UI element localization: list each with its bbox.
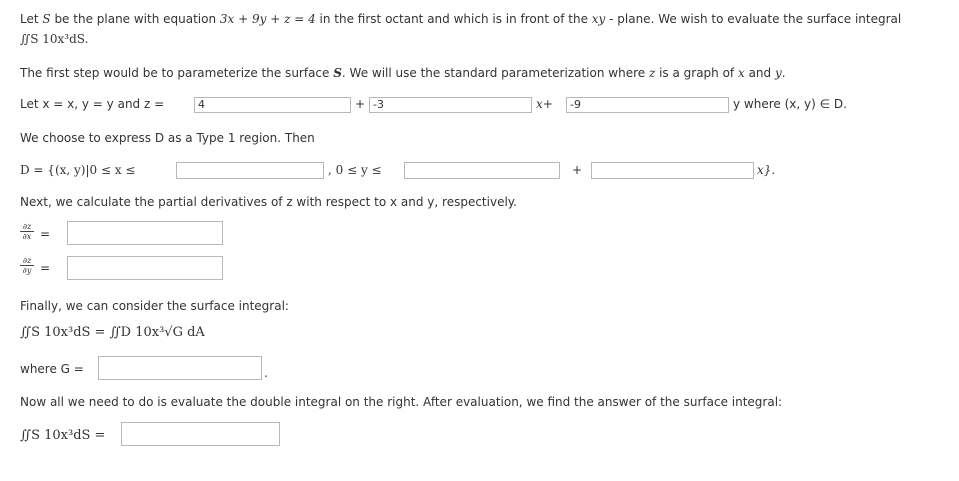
z-constant-input[interactable]: 4 bbox=[194, 97, 351, 113]
where-g-label: where G = bbox=[20, 362, 84, 376]
final-answer-input[interactable] bbox=[121, 422, 280, 446]
surface-integral-expression: ∬S 10x³dS. bbox=[20, 32, 89, 46]
step1-text: The first step would be to parameterize the surface S. We will use the standard parameterization where z is a graph of x and y. bbox=[20, 66, 786, 80]
y-where-label: y where (x, y) ∈ D. bbox=[733, 97, 847, 111]
dz-dx-equals: = bbox=[40, 227, 51, 241]
partials-text: Next, we calculate the partial derivatives of z with respect to x and y, respectively. bbox=[20, 195, 517, 209]
region-definition-suffix: x}. bbox=[757, 163, 776, 177]
g-input[interactable] bbox=[98, 356, 262, 380]
problem-statement: Let S be the plane with equation 3x + 9y + z = 4 in the first octant and which is in front of the xy - plane. We wish to evaluate the surface integral bbox=[20, 12, 902, 26]
plus-sign: + bbox=[355, 97, 366, 111]
region-text: We choose to express D as a Type 1 region. Then bbox=[20, 131, 315, 145]
dz-dx-fraction: $\frac{\partial z}{\partial x}$ bbox=[20, 222, 34, 241]
region-plus-sign: + bbox=[572, 163, 583, 177]
final-text: Now all we need to do is evaluate the double integral on the right. After evaluation, we find the answer of the surface integral: bbox=[20, 395, 783, 409]
y-upper-bound-coefficient-input[interactable] bbox=[591, 162, 754, 179]
dz-dy-fraction: $\frac{\partial z}{\partial y}$ bbox=[20, 256, 34, 275]
x-plus-label: x+ bbox=[536, 97, 553, 111]
x-upper-bound-input[interactable] bbox=[176, 162, 324, 179]
final-integral-formula: ∬S 10x³dS = bbox=[20, 428, 106, 443]
region-definition-mid: , 0 ≤ y ≤ bbox=[328, 163, 382, 177]
x-coefficient-input[interactable]: -3 bbox=[369, 97, 532, 113]
dz-dx-input[interactable] bbox=[67, 221, 223, 245]
surface-integral-formula: ∬S 10x³dS = ∬D 10x³√G dA bbox=[20, 325, 205, 340]
region-definition-prefix: D = {(x, y)|0 ≤ x ≤ bbox=[20, 163, 136, 177]
dz-dy-input[interactable] bbox=[67, 256, 223, 280]
dz-dy-equals: = bbox=[40, 261, 51, 275]
g-period: . bbox=[264, 366, 268, 380]
parameterization-label: Let x = x, y = y and z = bbox=[20, 97, 165, 111]
y-coefficient-input[interactable]: -9 bbox=[566, 97, 729, 113]
y-upper-bound-constant-input[interactable] bbox=[404, 162, 560, 179]
surface-integral-text: Finally, we can consider the surface integral: bbox=[20, 299, 289, 313]
